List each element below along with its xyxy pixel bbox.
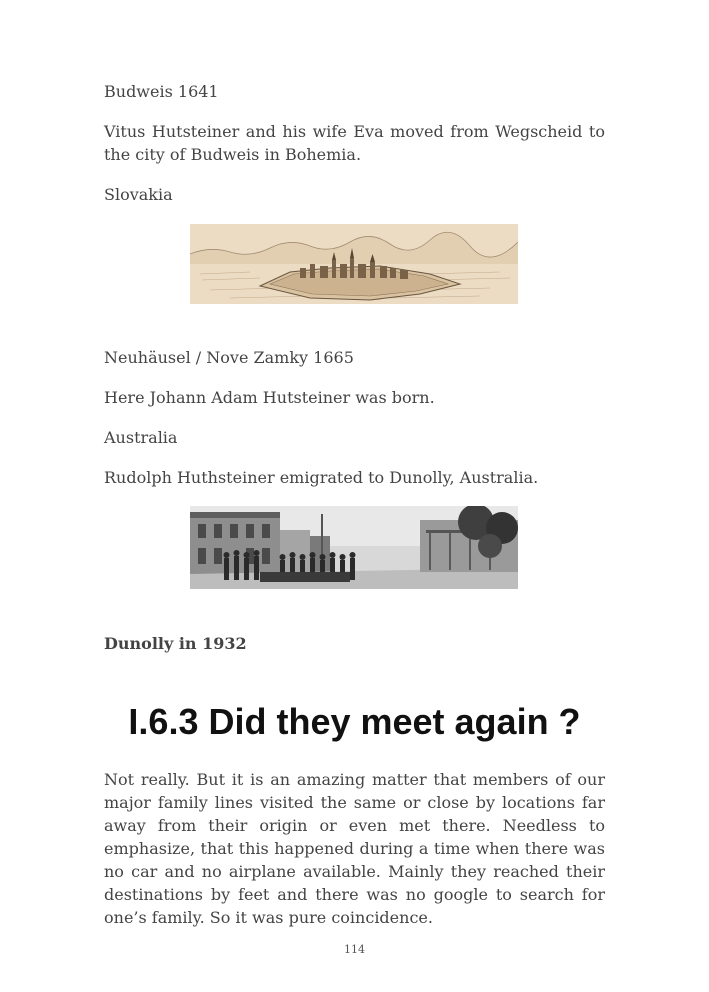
budweis-heading: Budweis 1641 xyxy=(104,82,219,101)
dunolly-photo xyxy=(190,506,518,589)
chapter-body: Not really. But it is an amazing matter that members of our major family lines visited the same or close by locations far away from their origin or even met there. Needless to emphasize, that this happened during a time when there was no car and no airplane available. Mainly they reached their destinations by feet and there was no google to search for one’s family. So it was pure coincidence. xyxy=(104,770,605,927)
neuhausel-heading: Neuhäusel / Nove Zamky 1665 xyxy=(104,348,354,367)
nove-zamky-engraving xyxy=(190,224,518,304)
chapter-heading: I.6.3 Did they meet again ? xyxy=(128,701,581,742)
australia-heading: Australia xyxy=(104,428,178,447)
page-number: 114 xyxy=(344,943,365,956)
slovakia-heading: Slovakia xyxy=(104,185,173,204)
neuhausel-text: Here Johann Adam Hutsteiner was born. xyxy=(104,388,435,407)
australia-text: Rudolph Huthsteiner emigrated to Dunolly, Australia. xyxy=(104,468,539,487)
dunolly-caption: Dunolly in 1932 xyxy=(104,634,247,653)
budweis-text: Vitus Hutsteiner and his wife Eva moved from Wegscheid to the city of Budweis in Bohemia. xyxy=(104,122,605,164)
